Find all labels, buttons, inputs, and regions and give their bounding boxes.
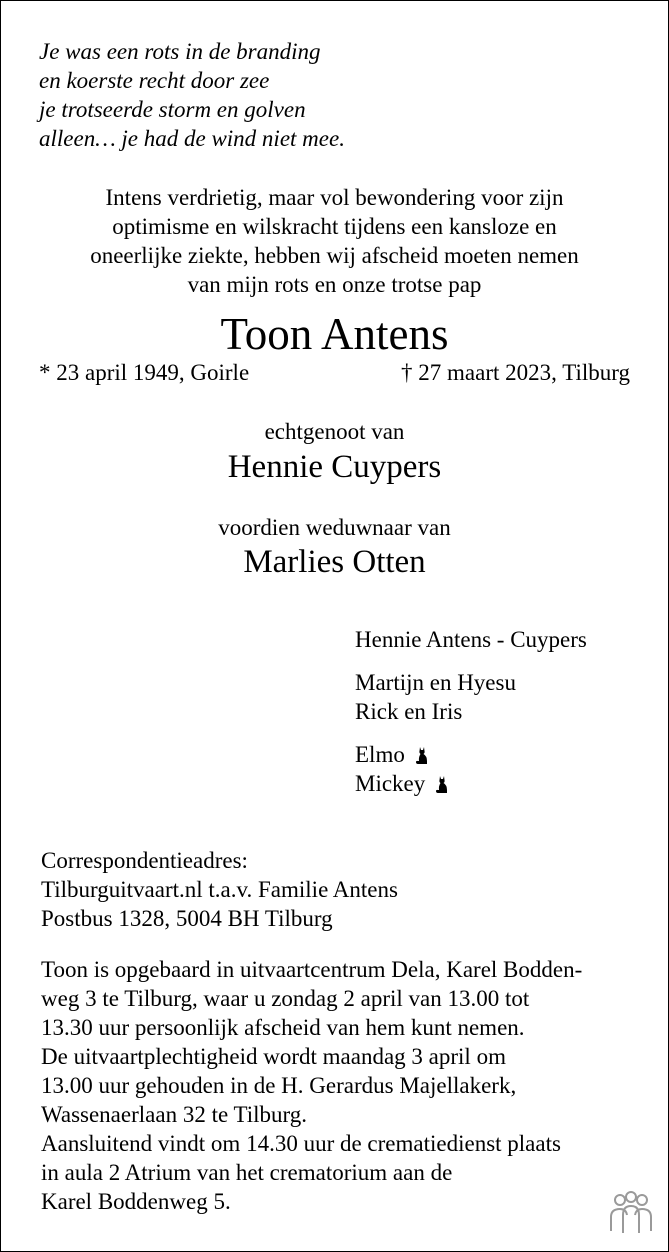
spouse-label: echtgenoot van [264, 419, 405, 444]
former-spouse-name: Marlies Otten [243, 544, 426, 580]
intro-text [1, 183, 668, 299]
service-line: Wassenaerlaan 32 te Tilburg. [41, 1102, 308, 1127]
pet-name: Elmo [355, 742, 405, 767]
intro-line: Intens verdrietig, maar vol bewondering voor zijn [105, 185, 564, 210]
family-child: Martijn en Hyesu [355, 670, 516, 695]
family-pet [355, 740, 587, 769]
intro-line: van mijn rots en onze trotse pap [187, 272, 482, 297]
cat-icon [415, 745, 429, 765]
family-child: Rick en Iris [355, 699, 463, 724]
intro-line: optimisme en wilskracht tijdens een kansloze en [112, 214, 557, 239]
service-line: Karel Boddenweg 5. [41, 1189, 231, 1214]
address-line: Correspondentieadres: [41, 848, 248, 873]
birth-date: * 23 april 1949, Goirle [39, 360, 250, 385]
service-line: De uitvaartplechtigheid wordt maandag 3 april om [41, 1044, 506, 1069]
family-wife: Hennie Antens - Cuypers [355, 627, 587, 652]
service-line: Toon is opgebaard in uitvaartcentrum Dela, Karel Bodden- [41, 957, 583, 982]
service-line: 13.00 uur gehouden in de H. Gerardus Majellakerk, [41, 1073, 517, 1098]
service-line: 13.30 uur persoonlijk afscheid van hem kunt nemen. [41, 1015, 525, 1040]
pet-name: Mickey [355, 771, 426, 796]
poem-line: alleen… je had de wind niet mee. [39, 126, 345, 151]
service-line: Aansluitend vindt om 14.30 uur de crematiedienst plaats [41, 1131, 561, 1156]
poem [39, 37, 345, 153]
intro-line: oneerlijke ziekte, hebben wij afscheid moeten nemen [90, 243, 579, 268]
address-line: Postbus 1328, 5004 BH Tilburg [41, 906, 333, 931]
service-details [41, 955, 582, 1216]
death-date: † 27 maart 2023, Tilburg [401, 360, 630, 385]
family-pet [355, 769, 587, 798]
poem-line: Je was een rots in de branding [39, 39, 321, 64]
service-line: weg 3 te Tilburg, waar u zondag 2 april van 13.00 tot [41, 986, 530, 1011]
address-line: Tilburguitvaart.nl t.a.v. Familie Antens [41, 877, 398, 902]
service-line: in aula 2 Atrium van het crematorium aan de [41, 1160, 453, 1185]
former-spouse-label: voordien weduwnaar van [218, 515, 451, 540]
correspondence-address [41, 846, 398, 933]
deceased-name: Toon Antens [220, 309, 449, 359]
cat-icon [435, 774, 449, 794]
family-list [355, 625, 587, 812]
spouse-name: Hennie Cuypers [227, 449, 442, 485]
poem-line: en koerste recht door zee [39, 68, 270, 93]
people-group-logo-icon [606, 1191, 656, 1235]
poem-line: je trotseerde storm en golven [39, 97, 306, 122]
